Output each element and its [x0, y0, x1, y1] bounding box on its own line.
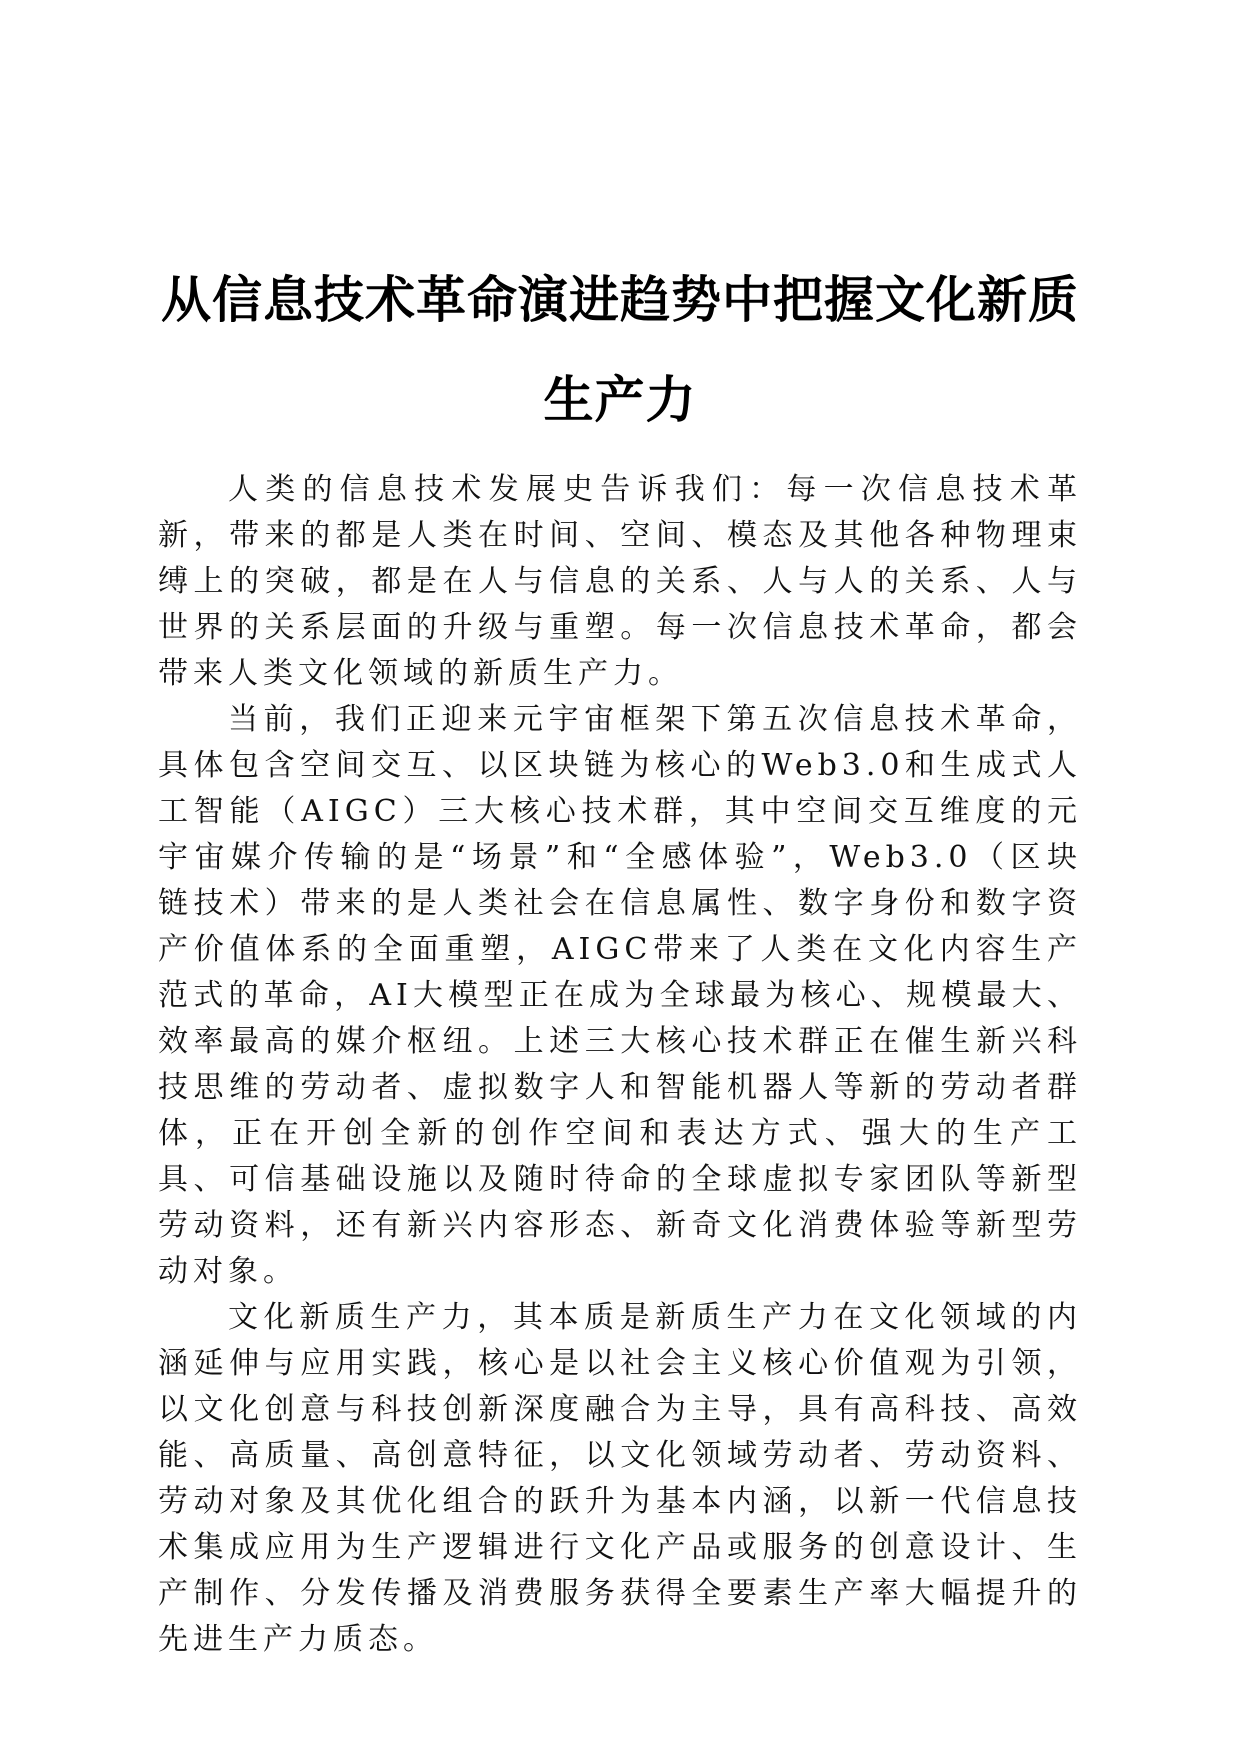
paragraph-3: 文化新质生产力，其本质是新质生产力在文化领域的内涵延伸与应用实践，核心是以社会主义核心价值观为引领，以文化创意与科技创新深度融合为主导，具有高科技、高效能、高质量、高创意特征，以文化领域劳动者、劳动资料、劳动对象及其优化组合的跃升为基本内涵，以新一代信息技术集成应用为生产逻辑进行文化产品或服务的创意设计、生产制作、分发传播及消费服务获得全要素生产率大幅提升的先进生产力质态。: [158, 1300, 1082, 1657]
paragraph-1: 人类的信息技术发展史告诉我们：每一次信息技术革新，带来的都是人类在时间、空间、模态及其他各种物理束缚上的突破，都是在人与信息的关系、人与人的关系、人与世界的关系层面的升级与重塑。每一次信息技术革命，都会带来人类文化领域的新质生产力。: [158, 472, 1082, 691]
document-body: [158, 467, 1082, 1663]
document-title: 从信息技术革命演进趋势中把握文化新质生产力: [161, 270, 1079, 429]
paragraph-2: 当前，我们正迎来元宇宙框架下第五次信息技术革命，具体包含空间交互、以区块链为核心的Web3.0和生成式人工智能（AIGC）三大核心技术群，其中空间交互维度的元宇宙媒介传输的是“场景”和“全感体验”，Web3.0（区块链技术）带来的是人类社会在信息属性、数字身份和数字资产价值体系的全面重塑，AIGC带来了人类在文化内容生产范式的革命，AI大模型正在成为全球最为核心、规模最大、效率最高的媒介枢纽。上述三大核心技术群正在催生新兴科技思维的劳动者、虚拟数字人和智能机器人等新的劳动者群体，正在开创全新的创作空间和表达方式、强大的生产工具、可信基础设施以及随时待命的全球虚拟专家团队等新型劳动资料，还有新兴内容形态、新奇文化消费体验等新型劳动对象。: [158, 702, 1082, 1289]
